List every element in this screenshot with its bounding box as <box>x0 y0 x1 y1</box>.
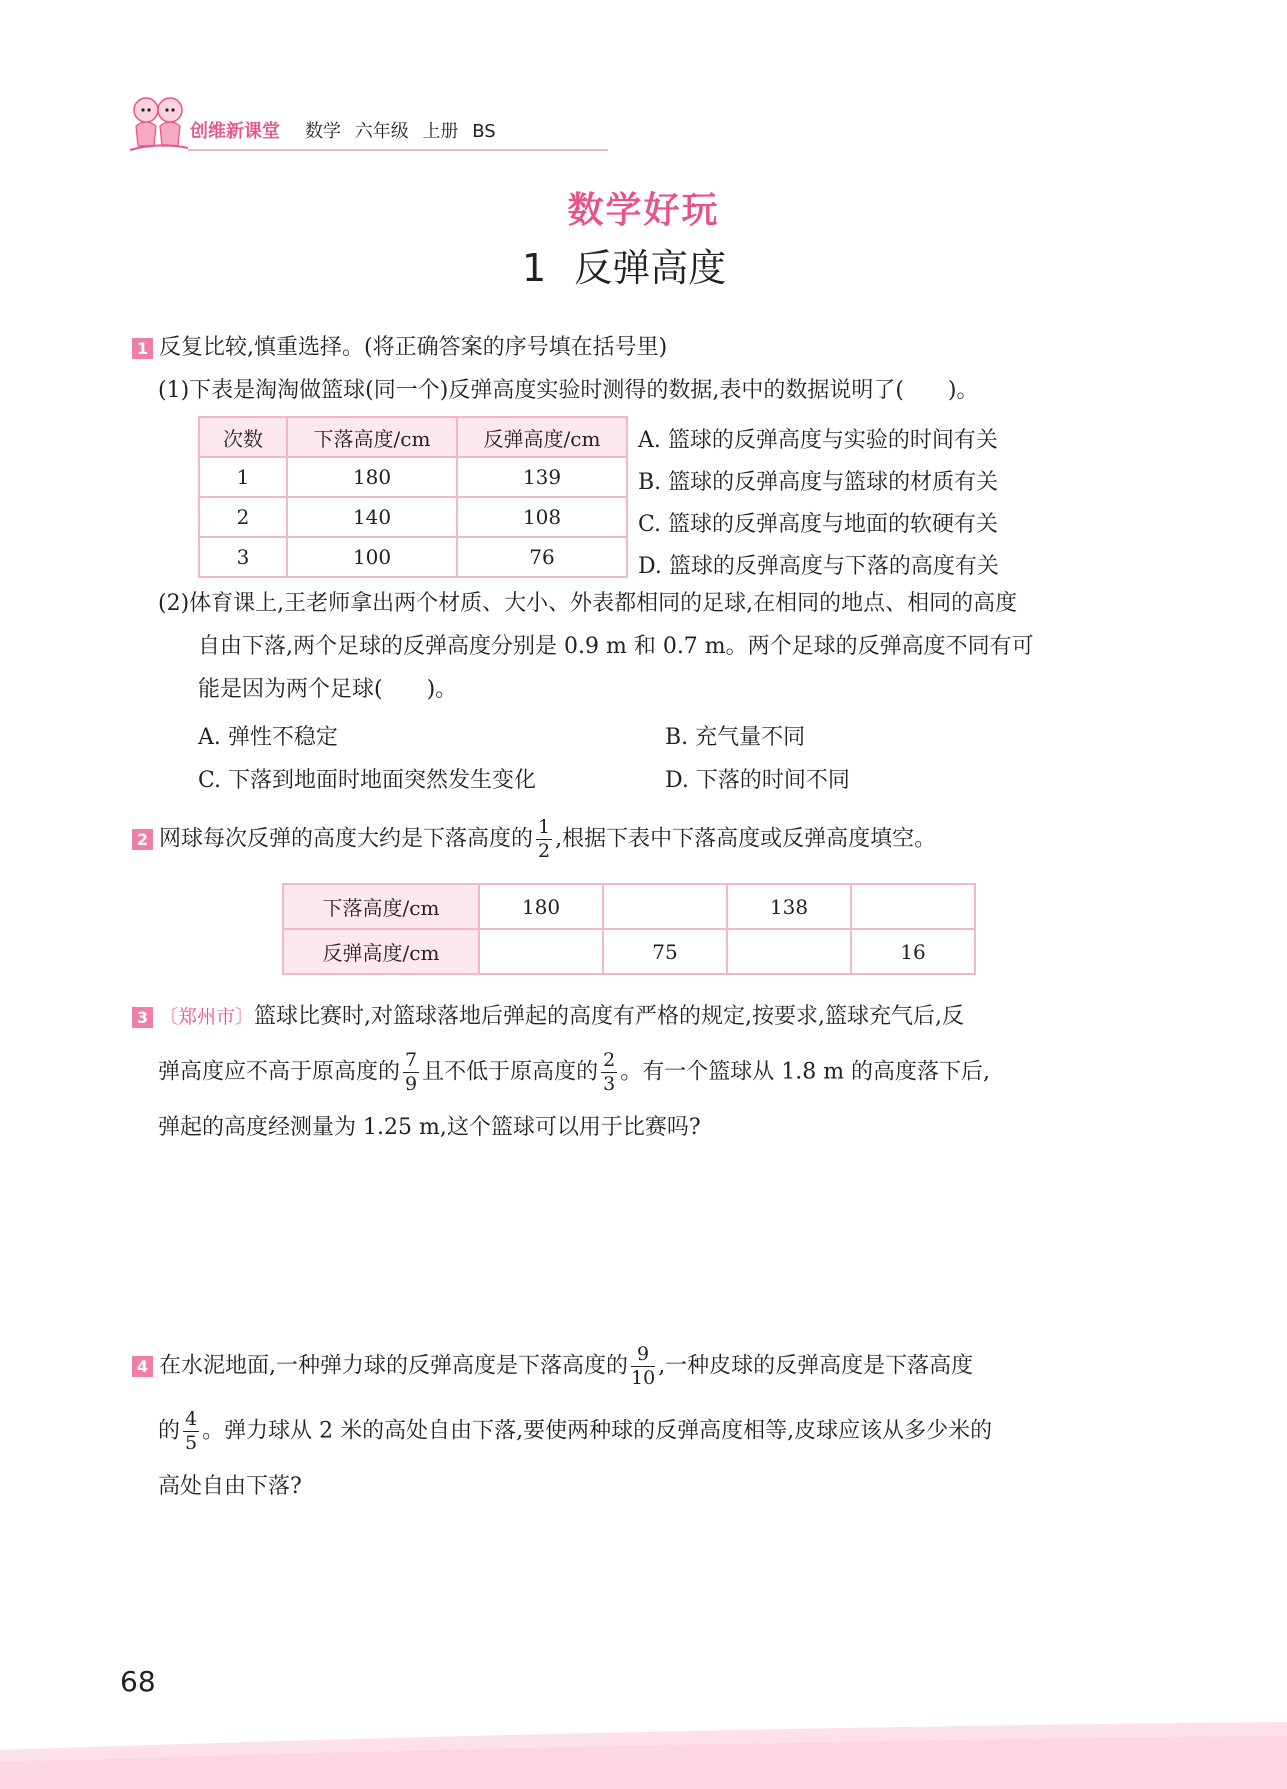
fraction-numerator: 4 <box>185 1408 198 1430</box>
q3-line2-text-a: 弹高度应不高于原高度的 <box>158 1059 401 1085</box>
q2-text-after: ,根据下表中下落高度或反弹高度填空。 <box>555 826 937 852</box>
q3-line2-text-c: 。有一个篮球从 1.8 m 的高度落下后, <box>620 1059 991 1085</box>
q3-line1 <box>132 1006 964 1028</box>
book-info <box>305 117 504 143</box>
q2-prompt <box>132 818 936 861</box>
fraction-denominator: 2 <box>538 840 551 862</box>
fraction-numerator: 7 <box>405 1049 418 1071</box>
q1-data-table <box>198 416 628 578</box>
fraction-four-fifths <box>183 1410 199 1453</box>
fraction-one-half <box>536 818 552 861</box>
q1-part2-option-c: C. 下落到地面时地面突然发生变化 <box>198 768 537 793</box>
question-number-badge: 2 <box>132 829 153 850</box>
table-cell: 100 <box>287 537 457 577</box>
table-row <box>283 929 975 974</box>
q1-part2-option-d: D. 下落的时间不同 <box>665 768 850 793</box>
fraction-seven-ninths <box>403 1051 419 1094</box>
question-number-badge: 4 <box>132 1356 153 1377</box>
table-cell: 76 <box>457 537 627 577</box>
question-number-badge: 3 <box>132 1007 153 1028</box>
q3-line1-text: 篮球比赛时,对篮球落地后弹起的高度有严格的规定,按要求,篮球充气后,反 <box>254 1004 964 1029</box>
table-row <box>283 884 975 929</box>
section-title: 数学好玩 <box>567 190 720 231</box>
q4-line2-text-a: 的 <box>158 1418 181 1444</box>
q1-instruction <box>132 337 667 359</box>
q1-instruction-text: 反复比较,慎重选择。(将正确答案的序号填在括号里) <box>159 335 668 360</box>
q3-line2 <box>158 1051 990 1094</box>
grade-label: 六年级 <box>354 121 409 142</box>
table-cell: 138 <box>727 884 851 929</box>
brand-name: 创维新课堂 <box>190 121 280 142</box>
fraction-denominator: 9 <box>405 1073 418 1095</box>
q4-line2 <box>158 1410 992 1453</box>
edition-label: BS <box>472 121 496 142</box>
header-divider <box>188 149 608 151</box>
q4-line1-text-a: 在水泥地面,一种弹力球的反弹高度是下落高度的 <box>159 1353 628 1379</box>
q3-line3: 弹起的高度经测量为 1.25 m,这个篮球可以用于比赛吗? <box>158 1115 701 1140</box>
table-header-cell: 反弹高度/cm <box>457 417 627 457</box>
table-cell: 75 <box>603 929 727 974</box>
table-row-label: 下落高度/cm <box>283 884 479 929</box>
fraction-two-thirds <box>601 1051 617 1094</box>
table-row-label: 反弹高度/cm <box>283 929 479 974</box>
table-cell: 139 <box>457 457 627 497</box>
page-number: 68 <box>120 1665 156 1698</box>
q1-option-d: D. 篮球的反弹高度与下落的高度有关 <box>638 554 999 579</box>
table-cell: 180 <box>287 457 457 497</box>
table-header-row <box>199 417 627 457</box>
q1-part2-line1: (2)体育课上,王老师拿出两个材质、大小、外表都相同的足球,在相同的地点、相同的高度 <box>158 591 1018 616</box>
subject-label: 数学 <box>305 121 341 142</box>
q1-part2-option-b: B. 充气量不同 <box>665 725 806 750</box>
table-cell-blank[interactable] <box>479 929 603 974</box>
q1-option-a: A. 篮球的反弹高度与实验的时间有关 <box>638 428 998 453</box>
q1-option-b: B. 篮球的反弹高度与篮球的材质有关 <box>638 470 999 495</box>
table-cell: 3 <box>199 537 287 577</box>
mascot-kids-logo <box>124 88 194 158</box>
lesson-number: 1 <box>522 246 547 290</box>
fraction-nine-tenths <box>631 1345 655 1388</box>
q3-line2-text-b: 且不低于原高度的 <box>422 1059 599 1085</box>
table-row <box>199 537 627 577</box>
table-header-cell: 下落高度/cm <box>287 417 457 457</box>
q4-line1-text-b: ,一种皮球的反弹高度是下落高度 <box>658 1353 974 1379</box>
fraction-denominator: 10 <box>631 1367 656 1389</box>
table-header-cell: 次数 <box>199 417 287 457</box>
table-cell: 16 <box>851 929 975 974</box>
q1-part2-line3: 能是因为两个足球( )。 <box>198 677 458 702</box>
table-cell-blank[interactable] <box>603 884 727 929</box>
q1-part2-option-a: A. 弹性不稳定 <box>198 725 338 750</box>
lesson-name: 反弹高度 <box>574 246 727 290</box>
fraction-numerator: 9 <box>631 1345 655 1367</box>
q2-text-before: 网球每次反弹的高度大约是下落高度的 <box>159 826 534 852</box>
lesson-title <box>522 237 726 292</box>
region-tag: 〔郑州市〕 <box>159 1006 255 1028</box>
question-number-badge: 1 <box>132 338 153 359</box>
table-cell: 108 <box>457 497 627 537</box>
footer-wave-decoration <box>0 1722 1287 1789</box>
table-cell: 140 <box>287 497 457 537</box>
q4-line2-text-b: 。弹力球从 2 米的高处自由下落,要使两种球的反弹高度相等,皮球应该从多少米的 <box>202 1418 993 1444</box>
fraction-numerator: 2 <box>603 1049 616 1071</box>
q1-part1-stem: (1)下表是淘淘做篮球(同一个)反弹高度实验时测得的数据,表中的数据说明了( )。 <box>158 378 979 403</box>
fraction-numerator: 1 <box>538 816 551 838</box>
table-cell: 180 <box>479 884 603 929</box>
table-cell: 2 <box>199 497 287 537</box>
table-row <box>199 457 627 497</box>
table-cell-blank[interactable] <box>727 929 851 974</box>
q2-fill-table <box>282 883 976 975</box>
table-row <box>199 497 627 537</box>
table-cell-blank[interactable] <box>851 884 975 929</box>
q1-part2-line2: 自由下落,两个足球的反弹高度分别是 0.9 m 和 0.7 m。两个足球的反弹高度不同有可 <box>198 634 1034 659</box>
fraction-denominator: 3 <box>603 1073 616 1095</box>
q4-line1 <box>132 1345 973 1388</box>
q4-line3: 高处自由下落? <box>158 1474 302 1499</box>
q1-option-c: C. 篮球的反弹高度与地面的软硬有关 <box>638 512 999 537</box>
fraction-denominator: 5 <box>185 1432 198 1454</box>
volume-label: 上册 <box>422 121 459 142</box>
table-cell: 1 <box>199 457 287 497</box>
